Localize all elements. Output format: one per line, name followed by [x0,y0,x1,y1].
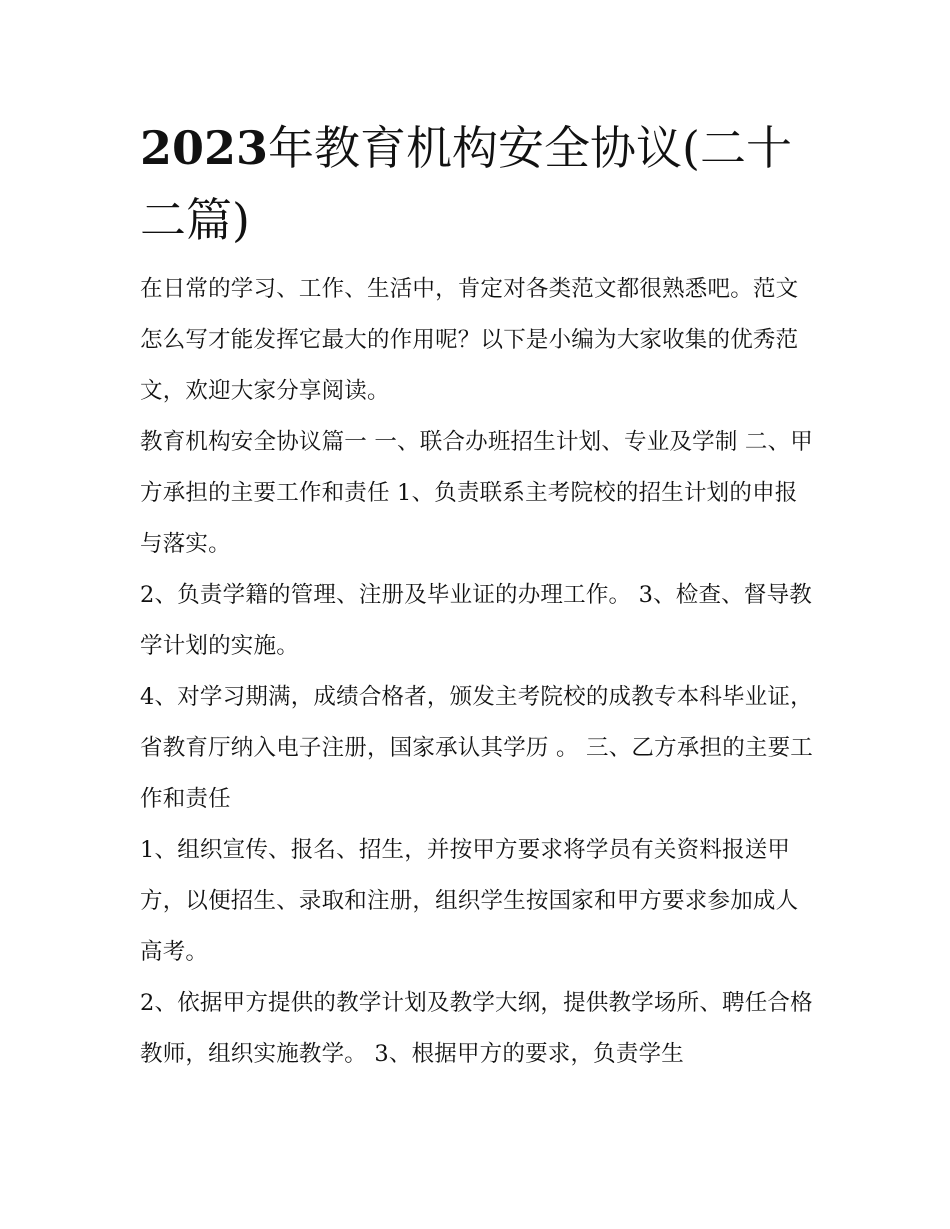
paragraph-section-1: 教育机构安全协议篇一 一、联合办班招生计划、专业及学制 二、甲方承担的主要工作和责任 1、负责联系主考院校的招生计划的申报与落实。 [140,429,814,557]
title-year: 2023 [140,121,269,175]
paragraph-party-b-2: 2、依据甲方提供的教学计划及教学大纲，提供教学场所、聘任合格教师，组织实施教学。 3、根据甲方的要求，负责学生 [140,990,813,1067]
paragraph-intro: 在日常的学习、工作、生活中，肯定对各类范文都很熟悉吧。范文怎么写才能发挥它最大的作用呢？以下是小编为大家收集的优秀范文，欢迎大家分享阅读。 [140,276,799,404]
document-body [140,112,820,1080]
paragraph-item-2: 2、负责学籍的管理、注册及毕业证的办理工作。 3、检查、督导教学计划的实施。 [140,582,812,659]
title-text: 年教育机构安全协议(二十二篇) [140,121,792,247]
paragraph-party-b-1: 1、组织宣传、报名、招生，并按甲方要求将学员有关资料报送甲方，以便招生、录取和注册，组织学生按国家和甲方要求参加成人高考。 [140,837,799,965]
paragraph-item-4: 4、对学习期满，成绩合格者，颁发主考院校的成教专本科毕业证，省教育厅纳入电子注册，国家承认其学历 。 三、乙方承担的主要工作和责任 [140,684,814,812]
document-title [140,112,820,256]
